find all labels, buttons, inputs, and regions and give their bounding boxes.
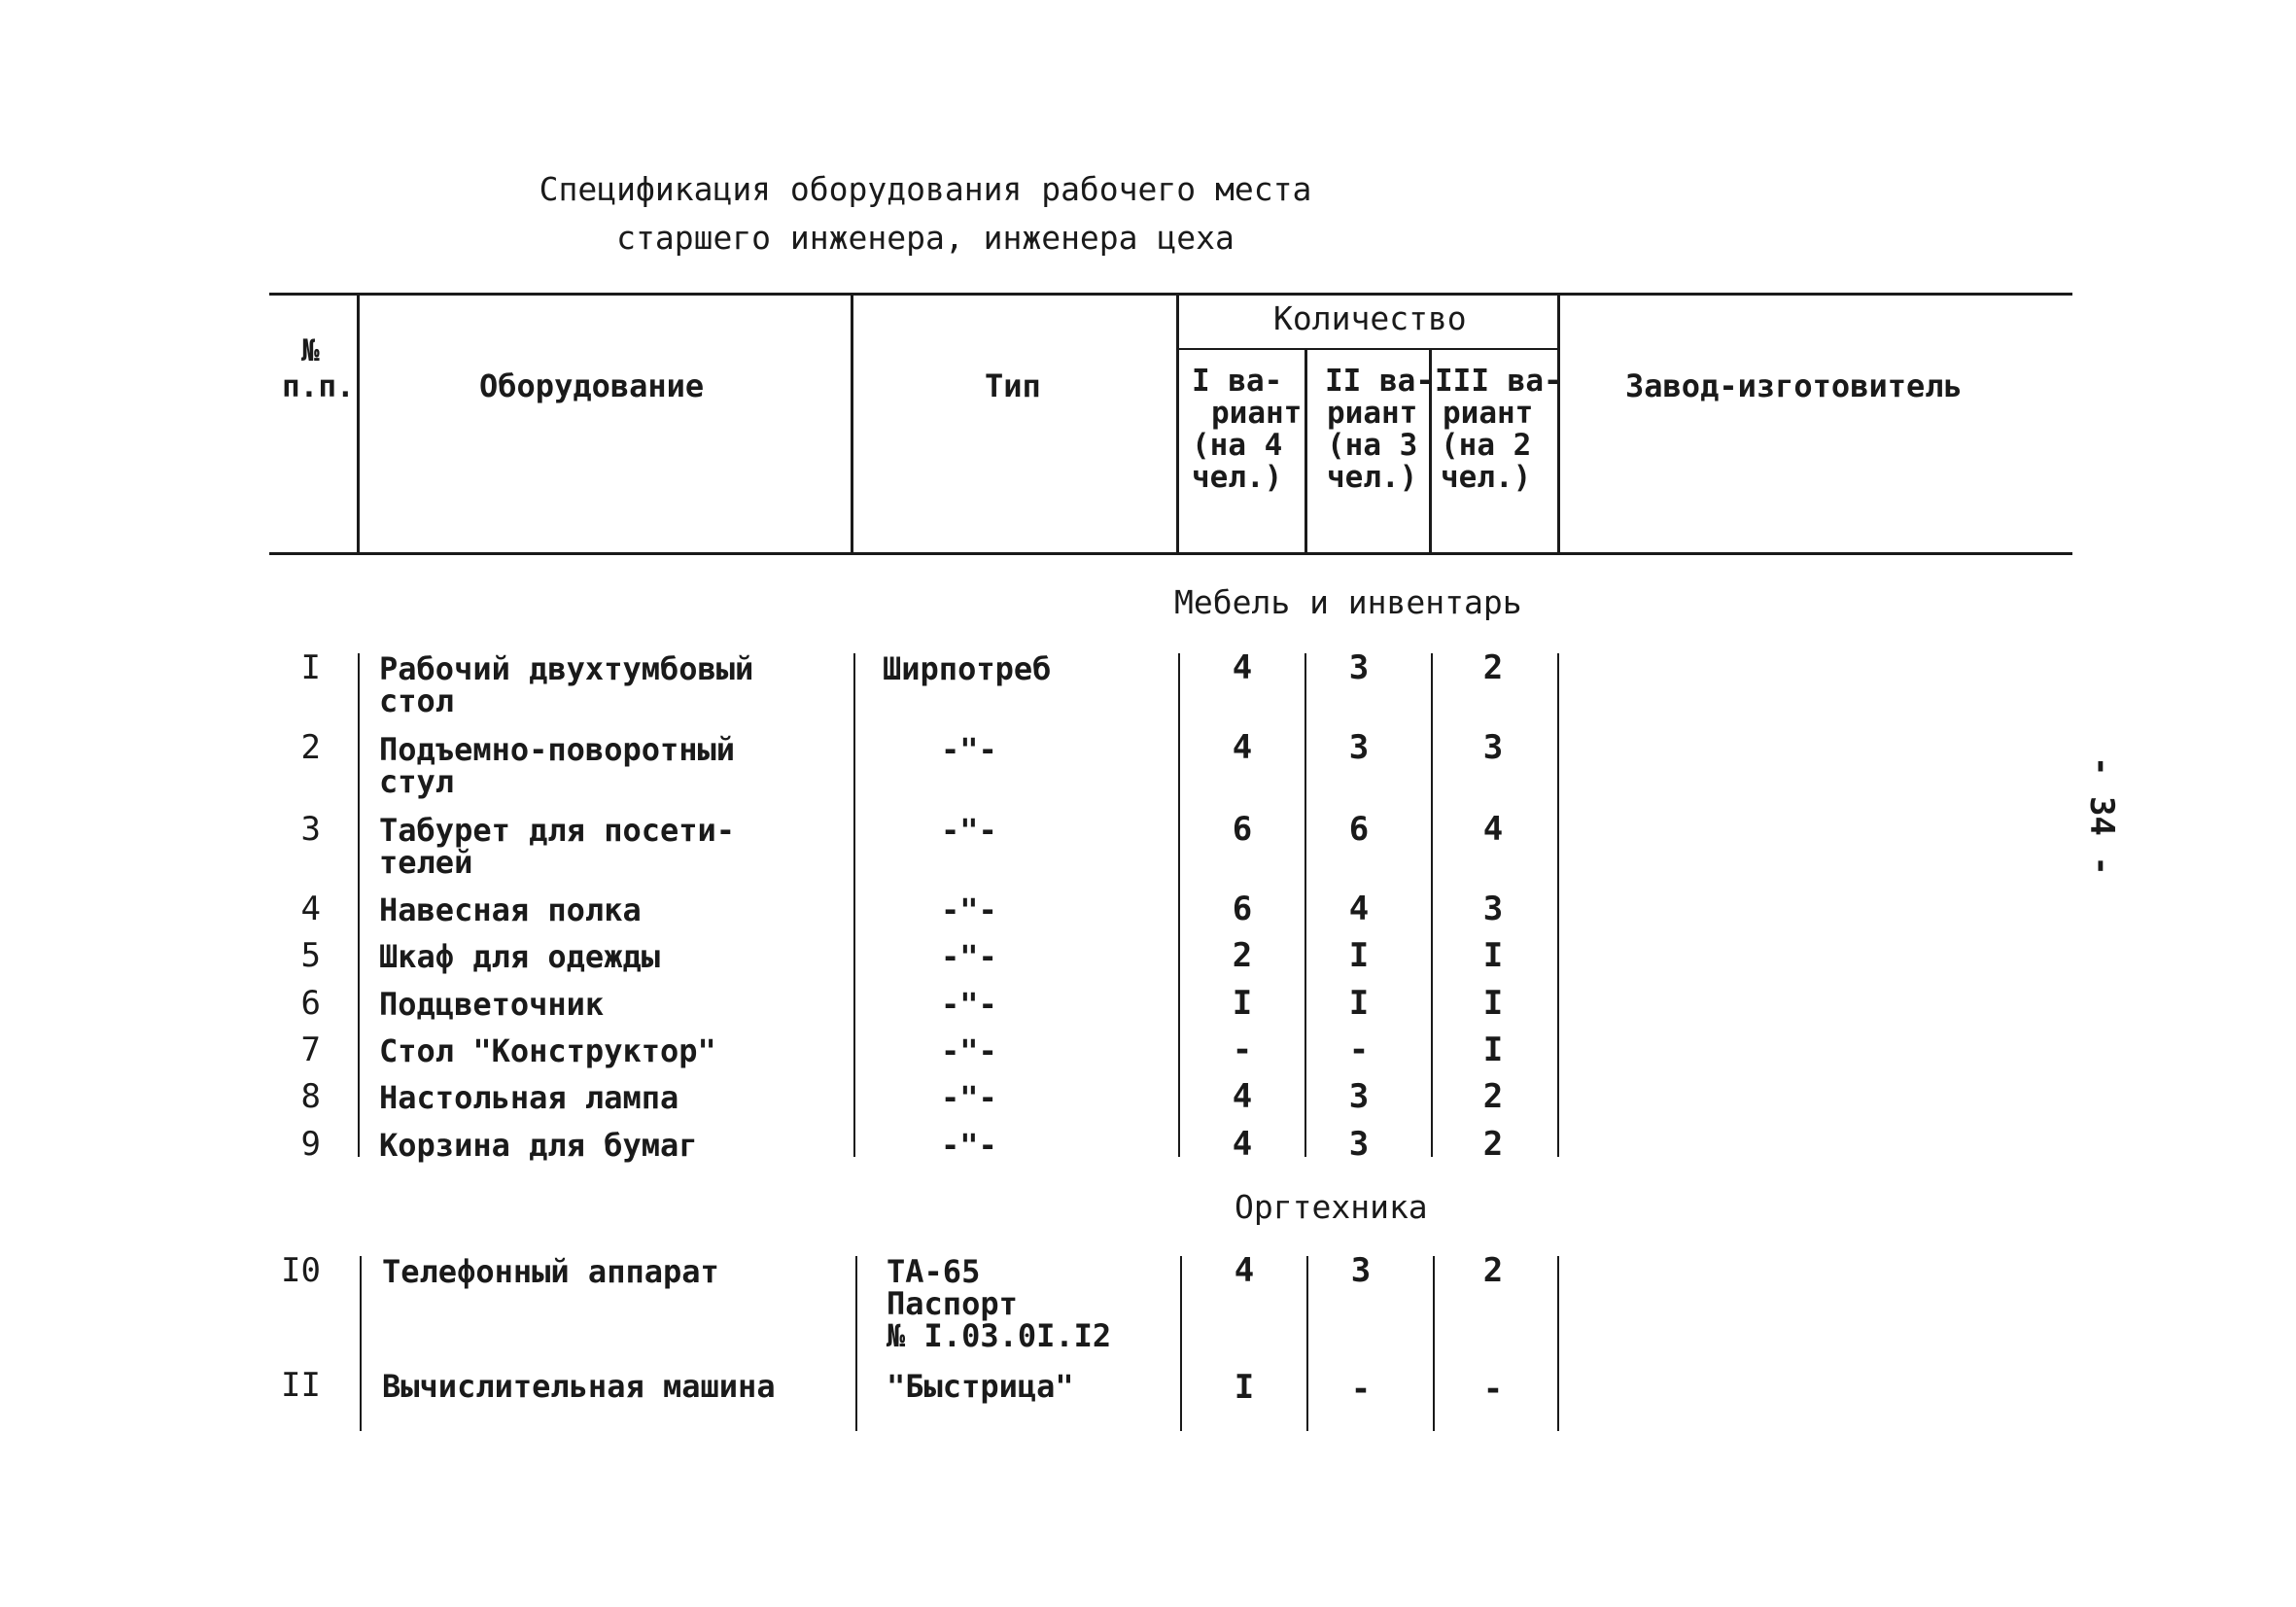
body-divider-type-s1 [1178,653,1180,1157]
equipment-type: -"- [941,1079,997,1116]
qty-variant-1: 4 [1232,728,1253,767]
row-number: 9 [300,1125,321,1164]
qty-variant-2: I [1348,936,1370,975]
variant-2-line2: риант [1327,396,1418,431]
equipment-name: Табурет для посети- [379,812,736,849]
qty-variant-2: 3 [1348,1125,1370,1164]
quantity-header-rule [1178,348,1560,350]
table-top-rule [269,293,2072,296]
page-number: - 34 - [2082,756,2121,876]
qty-variant-2: 3 [1348,728,1370,767]
body-divider-v2-s2 [1433,1256,1435,1431]
qty-variant-1: 4 [1232,1125,1253,1164]
variant-1-line1: I ва- [1192,364,1283,399]
qty-variant-2: 3 [1350,1251,1372,1290]
header-quantity: Количество [1273,299,1467,337]
qty-variant-1: 4 [1232,1077,1253,1116]
variant-3-line2: риант [1443,396,1534,431]
header-num-sign: № [301,333,320,368]
header-divider-type [1176,293,1179,555]
qty-variant-3: 2 [1482,1125,1504,1164]
body-divider-equipment-s1 [853,653,855,1157]
equipment-type: "Быстрица" [887,1368,1074,1405]
header-divider-num [357,293,360,555]
qty-variant-1: 4 [1232,648,1253,687]
equipment-type: Паспорт [887,1285,1018,1322]
row-number: I [300,648,321,687]
equipment-name: Вычислительная машина [382,1368,776,1405]
qty-variant-1: 2 [1232,936,1253,975]
row-number: II [281,1366,321,1405]
body-divider-v1-s2 [1306,1256,1308,1431]
equipment-name: Навесная полка [379,891,642,928]
header-divider-quantity [1557,293,1560,555]
variant-3-line3: (на 2 [1441,428,1532,463]
body-divider-v1-s1 [1305,653,1306,1157]
equipment-name: телей [379,844,473,881]
body-divider-v2-s1 [1431,653,1433,1157]
variant-1-line4: чел.) [1192,460,1283,495]
equipment-name: стул [379,763,455,800]
row-number: 2 [300,728,321,767]
equipment-name: Настольная лампа [379,1079,679,1116]
qty-variant-3: 4 [1482,810,1504,849]
row-number: 8 [300,1077,321,1116]
qty-variant-2: 3 [1348,1077,1370,1116]
qty-variant-1: I [1232,984,1253,1023]
section-title-office-equipment: Оргтехника [1235,1188,1428,1226]
row-number: 3 [300,810,321,849]
variant-2-line4: чел.) [1327,460,1418,495]
qty-variant-2: 3 [1348,648,1370,687]
qty-variant-3: 2 [1482,648,1504,687]
qty-variant-2: 4 [1348,890,1370,928]
equipment-type: Ширпотреб [883,650,1052,687]
variant-1-line3: (на 4 [1192,428,1283,463]
equipment-name: Подъемно-поворотный [379,731,736,768]
equipment-name: стол [379,682,455,719]
equipment-name: Стол "Конструктор" [379,1032,716,1069]
qty-variant-2: 6 [1348,810,1370,849]
equipment-type: ТА-65 [887,1253,981,1290]
variant-3-line4: чел.) [1441,460,1532,495]
table-header-bottom-rule [269,552,2072,555]
equipment-name: Рабочий двухтумбовый [379,650,754,687]
header-num-pp: п.п. [282,369,355,404]
row-number: 7 [300,1031,321,1069]
qty-variant-1: 6 [1232,810,1253,849]
qty-variant-3: 3 [1482,890,1504,928]
qty-variant-2: I [1348,984,1370,1023]
body-divider-v3-s1 [1557,653,1559,1157]
row-number: 5 [300,936,321,975]
equipment-type: -"- [941,938,997,975]
qty-variant-3: 2 [1482,1251,1504,1290]
qty-variant-1: I [1234,1368,1255,1407]
qty-variant-3: I [1482,1031,1504,1069]
equipment-type: -"- [941,731,997,768]
row-number: 4 [300,890,321,928]
equipment-type: -"- [941,1127,997,1164]
document-title-line1: Спецификация оборудования рабочего места [539,170,1312,208]
header-divider-variant1 [1305,348,1307,555]
body-divider-num-s2 [360,1256,362,1431]
qty-variant-3: I [1482,984,1504,1023]
variant-3-line1: III ва- [1435,364,1562,399]
body-divider-num-s1 [358,653,360,1157]
equipment-type: -"- [941,1032,997,1069]
qty-variant-3: - [1482,1370,1504,1409]
qty-variant-1: 6 [1232,890,1253,928]
variant-2-line1: II ва- [1325,364,1434,399]
header-manufacturer: Завод-изготовитель [1625,367,1963,404]
body-divider-equipment-s2 [855,1256,857,1431]
body-divider-v3-s2 [1557,1256,1559,1431]
qty-variant-3: I [1482,936,1504,975]
qty-variant-3: 2 [1482,1077,1504,1116]
equipment-name: Подцветочник [379,986,605,1023]
qty-variant-1: - [1232,1031,1253,1069]
equipment-type: -"- [941,891,997,928]
header-equipment: Оборудование [479,367,705,404]
equipment-type: -"- [941,812,997,849]
body-divider-type-s2 [1180,1256,1182,1431]
qty-variant-1: 4 [1234,1251,1255,1290]
row-number: 6 [300,984,321,1023]
variant-2-line3: (на 3 [1327,428,1418,463]
equipment-type: № I.03.0I.I2 [887,1317,1112,1354]
document-title-line2: старшего инженера, инженера цеха [616,219,1235,257]
equipment-name: Шкаф для одежды [379,938,660,975]
header-divider-equipment [851,293,853,555]
qty-variant-2: - [1348,1031,1370,1069]
equipment-name: Корзина для бумаг [379,1127,698,1164]
equipment-type: -"- [941,986,997,1023]
equipment-name: Телефонный аппарат [382,1253,719,1290]
row-number: I0 [281,1251,321,1290]
qty-variant-2: - [1350,1370,1372,1409]
header-type: Тип [985,367,1041,404]
section-title-furniture: Мебель и инвентарь [1174,583,1522,621]
variant-1-line2: риант [1211,396,1303,431]
qty-variant-3: 3 [1482,728,1504,767]
